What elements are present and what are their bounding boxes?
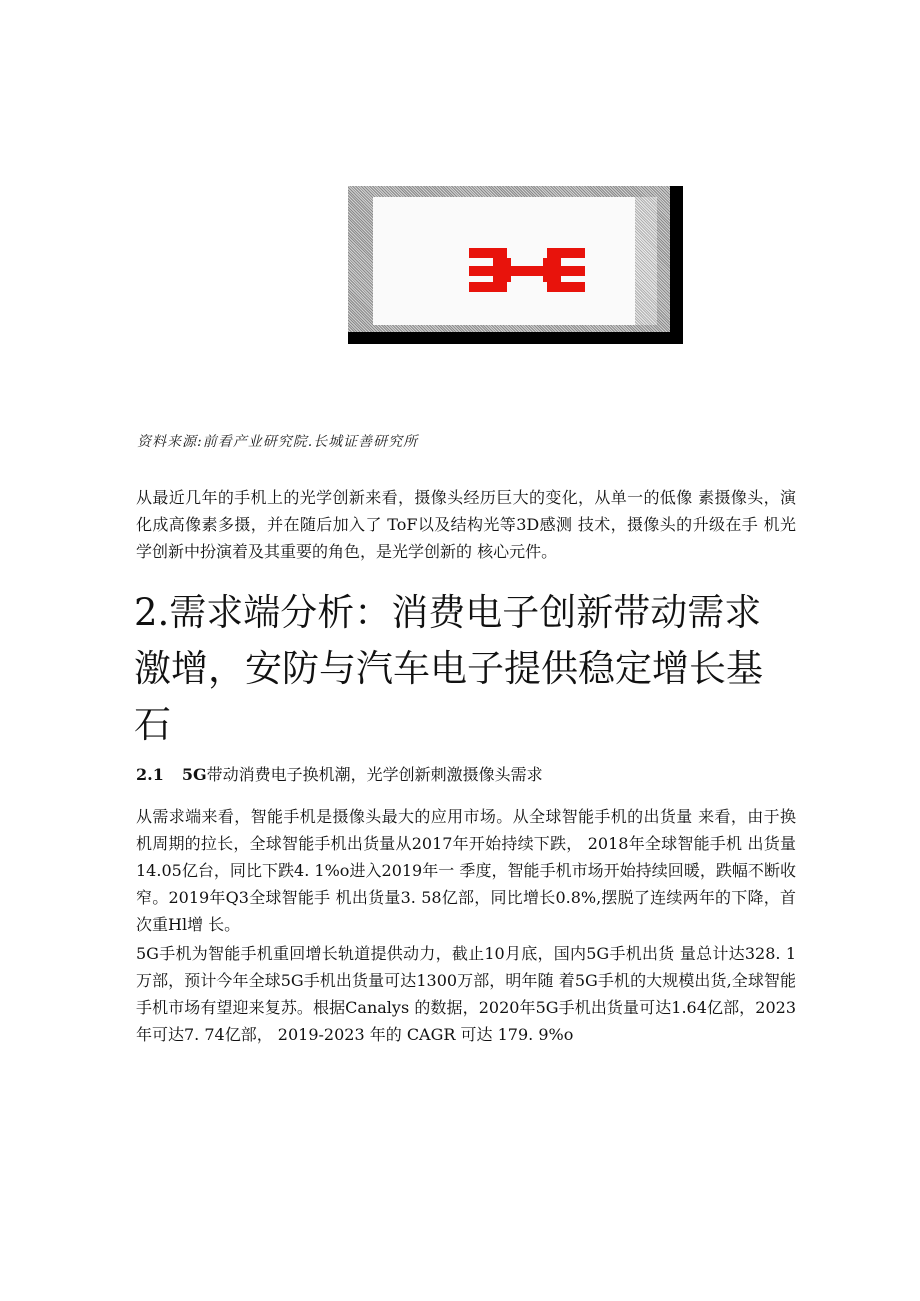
section-heading-2: 2.需求端分析：消费电子创新带动需求激增，安防与汽车电子提供稳定增长基石 <box>134 591 763 746</box>
figure-source-note: 资料来源:前看产业研究院.长城证善研究所 <box>137 434 419 450</box>
image-border <box>348 186 670 332</box>
subsection-lead: 5G <box>181 765 207 784</box>
paragraph-5g-phones: 5G手机为智能手机重回增长轨道提供动力，截止10月底，国内5G手机出货 量总计达328. 1万部，预计今年全球5G手机出货量可达1300万部，明年随 着5G手机的大规模出货,全球智能手机市场有望迎来复苏。根据Canalys 的数据，2020年5G手机出货量可达1.64亿部，2023年可达7. 74亿部， 2019-2023 年的 CAGR 可达 179. 9%o <box>136 944 796 1044</box>
broken-image-icon <box>469 248 585 292</box>
paragraph-camera-innovation: 从最近几年的手机上的光学创新来看，摄像头经历巨大的变化，从单一的低像 素摄像头，演化成高像素多摄，并在随后加入了 ToF以及结构光等3D感测 技术，摄像头的升级在手 机光学创新中扮演着及其重要的角色，是光学创新的 核心元件。 <box>136 488 796 561</box>
paragraph-demand-smartphone: 从需求端来看，智能手机是摄像头最大的应用市场。从全球智能手机的出货量 来看，由于换机周期的拉长，全球智能手机出货量从2017年开始持续下跌， 2018年全球智能手机 出货量14.05亿台，同比下跌4. 1%o进入2019年一 季度，智能手机市场开始持续回暖，跌幅不断收窄。2019年Q3全球智能手 机出货量3. 58亿部，同比增长0.8%,摆脱了连续两年的下降，首次重Hl增 长。 <box>136 807 796 934</box>
subsection-title: 带动消费电子换机潮，光学创新刺激摄像头需求 <box>206 765 543 784</box>
broken-image-placeholder <box>348 186 683 344</box>
subsection-heading-2-1 <box>136 762 543 785</box>
image-scroll-strip <box>635 197 657 325</box>
image-body <box>373 197 635 325</box>
subsection-number: 2.1 <box>136 765 164 784</box>
